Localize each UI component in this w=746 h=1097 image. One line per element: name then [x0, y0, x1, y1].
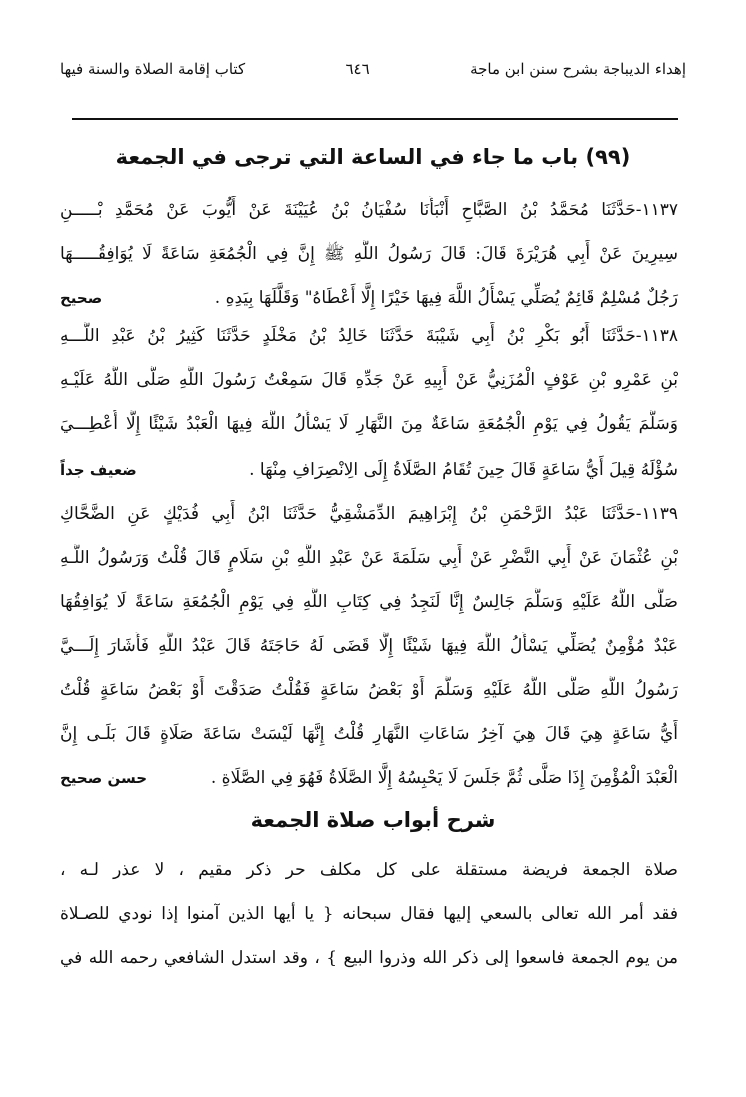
hadith-grade: ضعيف جداً: [60, 461, 137, 479]
page-number: ٦٤٦: [345, 60, 370, 78]
commentary-line: صلاة الجمعة فريضة مستقلة على كل مكلف حر ذكر مقيم ، لا عذر لـه ،: [60, 860, 678, 880]
hadith-grade: حسن صحيح: [60, 769, 148, 787]
hadith-line: ١١٣٧-حَدَّثَنَا مُحَمَّدُ بْنُ الصَّبَّاحِ أَنْبَأَنَا سُفْيَانُ بْنُ عُيَيْنَةَ عَنْ أَيُّوبَ عَنْ مُحَمَّدِ بْـــــنِ: [60, 200, 678, 220]
book-title: إهداء الديباجة بشرح سنن ابن ماجة: [470, 60, 686, 78]
commentary-line: فقد أمر الله تعالى بالسعي إليها فقال سبحانه { يا أيها الذين آمنوا إذا نودي للصـلاة: [60, 904, 678, 924]
commentary-title: شرح أبواب صلاة الجمعة: [250, 808, 496, 832]
hadith-line: رَسُولُ اللَّهِ صَلَّى اللَّهُ عَلَيْهِ وَسَلَّمَ أَوْ بَعْضُ سَاعَةٍ فَقُلْتُ صَدَقْتَ أَوْ بَعْضُ سَاعَةٍ قُلْتُ: [60, 680, 678, 700]
hadith-line: عَبْدٌ مُؤْمِنٌ يُصَلِّي يَسْأَلُ اللَّهَ فِيهَا شَيْئًا إِلَّا قَضَى لَهُ حَاجَتَهُ قَالَ عَبْدُ اللَّهِ فَأَشَارَ إِلَـــيَّ: [60, 636, 678, 656]
hadith-line: وَسَلَّمَ يَقُولُ فِي يَوْمِ الْجُمُعَةِ سَاعَةٌ مِنَ النَّهَارِ لَا يَسْأَلُ اللَّهَ فِيهَا الْعَبْدُ شَيْئًا إِلَّا أُعْطِـــيَ: [60, 414, 678, 434]
hadith-line: سِيرِينَ عَنْ أَبِي هُرَيْرَةَ قَالَ: قَالَ رَسُولُ اللَّهِ ﷺ إِنَّ فِي الْجُمُعَةِ سَاعَةً لَا يُوَافِقُـــــهَا: [60, 244, 678, 264]
hadith-line: صَلَّى اللَّهُ عَلَيْهِ وَسَلَّمَ جَالِسٌ إِنَّا لَنَجِدُ فِي كِتَابِ اللَّهِ فِي يَوْمِ الْجُمُعَةِ سَاعَةً لَا يُوَافِقُهَا: [60, 592, 678, 612]
hadith-line-graded: [60, 284, 678, 312]
hadith-line: أَيُّ سَاعَةٍ هِيَ قَالَ هِيَ آخِرُ سَاعَاتِ النَّهَارِ قُلْتُ إِنَّهَا لَيْسَتْ سَاعَةَ صَلَاةٍ قَالَ بَلَـى إِنَّ: [60, 724, 678, 744]
hadith-line: بْنِ عُثْمَانَ عَنْ أَبِي النَّضْرِ عَنْ أَبِي سَلَمَةَ عَنْ عَبْدِ اللَّهِ بْنِ سَلَامٍ قَالَ قُلْتُ وَرَسُولُ اللَّـهِ: [60, 548, 678, 568]
commentary-line: من يوم الجمعة فاسعوا إلى ذكر الله وذروا البيع } ، وقد استدل الشافعي رحمه الله في: [60, 948, 678, 968]
hadith-line: رَجُلٌ مُسْلِمٌ قَائِمٌ يُصَلِّي يَسْأَلُ اللَّهَ فِيهَا خَيْرًا إِلَّا أَعْطَاهُ" وَقَلَّلَهَا بِيَدِهِ .: [214, 288, 678, 308]
hadith-line: بْنِ عَمْرِو بْنِ عَوْفٍ الْمُزَنِيُّ عَنْ أَبِيهِ عَنْ جَدِّهِ قَالَ سَمِعْتُ رَسُولَ اللَّهِ صَلَّى اللَّهُ عَلَيْـهِ: [60, 370, 678, 390]
hadith-line-graded: [60, 456, 678, 484]
page-header: [60, 54, 686, 84]
hadith-line: الْعَبْدَ الْمُؤْمِنَ إِذَا صَلَّى ثُمَّ جَلَسَ لَا يَحْبِسُهُ إِلَّا الصَّلَاةُ فَهُوَ فِي الصَّلَاةِ .: [210, 768, 678, 788]
chapter-title: كتاب إقامة الصلاة والسنة فيها: [60, 60, 246, 78]
hadith-line: ١١٣٨-حَدَّثَنَا أَبُو بَكْرِ بْنُ أَبِي شَيْبَةَ حَدَّثَنَا خَالِدُ بْنُ مَخْلَدٍ حَدَّثَنَا كَثِيرُ بْنُ عَبْدِ اللَّـــهِ: [60, 326, 678, 346]
hadith-line: ١١٣٩-حَدَّثَنَا عَبْدُ الرَّحْمَنِ بْنُ إِبْرَاهِيمَ الدِّمَشْقِيُّ حَدَّثَنَا ابْنُ أَبِي فُدَيْكٍ عَنِ الضَّحَّاكِ: [60, 504, 678, 524]
hadith-line-graded: [60, 764, 678, 792]
hadith-grade: صحيح: [60, 289, 103, 307]
header-divider: [72, 118, 678, 120]
section-title: (٩٩) باب ما جاء في الساعة التي ترجى في الجمعة: [115, 145, 631, 169]
hadith-line: سُؤْلَهُ قِيلَ أَيُّ سَاعَةٍ قَالَ حِينَ تُقَامُ الصَّلَاةُ إِلَى الِانْصِرَافِ مِنْهَا .: [249, 460, 678, 480]
